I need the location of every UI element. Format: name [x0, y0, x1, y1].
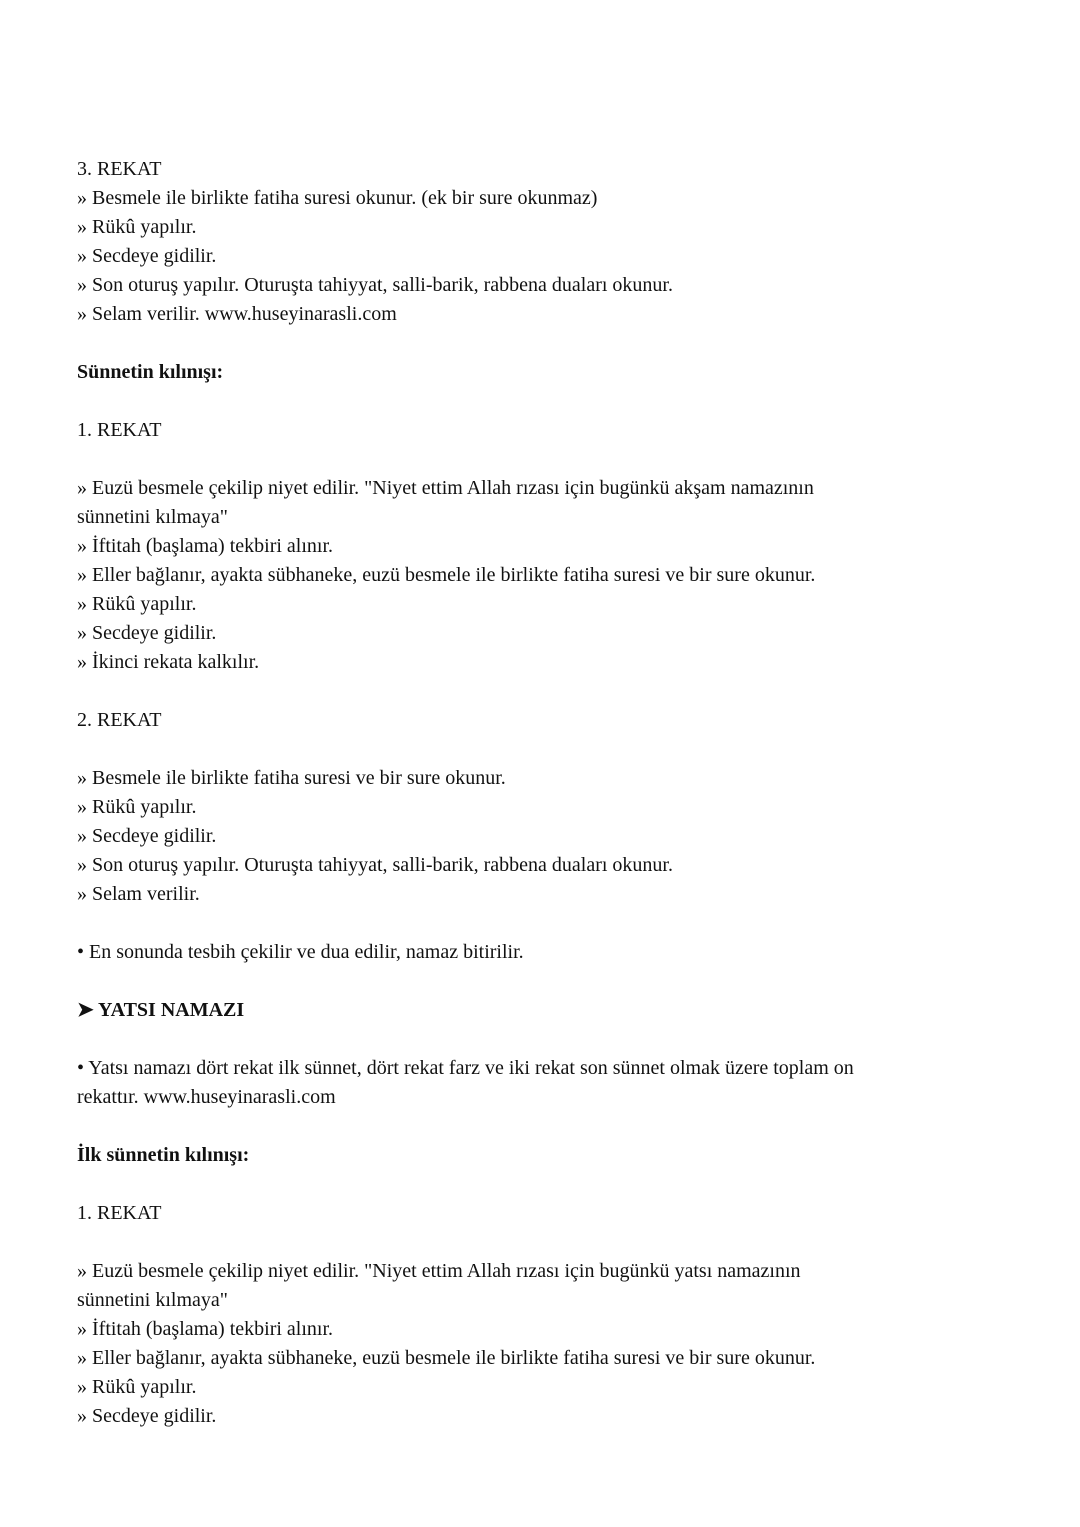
- paragraph-gap: [77, 909, 1037, 938]
- bullet-note: • Yatsı namazı dört rekat ilk sünnet, dört rekat farz ve iki rekat son sünnet olmak üzere toplam on: [77, 1057, 854, 1079]
- step-item: » Secdeye gidilir.: [77, 1405, 217, 1427]
- section-heading: ➤ YATSI NAMAZI: [77, 999, 245, 1021]
- rekat-heading: 1. REKAT: [77, 419, 162, 441]
- step-item: » Selam verilir. www.huseyinarasli.com: [77, 303, 397, 325]
- paragraph-gap: [77, 329, 1037, 358]
- step-item: » Euzü besmele çekilip niyet edilir. "Niyet ettim Allah rızası için bugünkü akşam namazının: [77, 477, 814, 499]
- step-item: » Rükû yapılır.: [77, 216, 197, 238]
- step-item: » Rükû yapılır.: [77, 796, 197, 818]
- text-line: sünnetini kılmaya": [77, 506, 228, 528]
- step-item: » İftitah (başlama) tekbiri alınır.: [77, 1318, 334, 1340]
- paragraph-gap: [77, 677, 1037, 706]
- text-line: sünnetini kılmaya": [77, 1289, 228, 1311]
- step-item: » Son oturuş yapılır. Oturuşta tahiyyat, salli-barik, rabbena duaları okunur.: [77, 274, 673, 296]
- paragraph-gap: [77, 735, 1037, 764]
- step-item: » Euzü besmele çekilip niyet edilir. "Niyet ettim Allah rızası için bugünkü yatsı namazının: [77, 1260, 801, 1282]
- rekat-heading: 2. REKAT: [77, 709, 162, 731]
- paragraph-gap: [77, 1025, 1037, 1054]
- paragraph-gap: [77, 1228, 1037, 1257]
- step-item: » Besmele ile birlikte fatiha suresi ve bir sure okunur.: [77, 767, 506, 789]
- step-item: » Selam verilir.: [77, 883, 200, 905]
- step-item: » Secdeye gidilir.: [77, 622, 217, 644]
- section-heading: Sünnetin kılınışı:: [77, 361, 224, 383]
- step-item: » Eller bağlanır, ayakta sübhaneke, euzü besmele ile birlikte fatiha suresi ve bir sure okunur.: [77, 1347, 816, 1369]
- step-item: » Rükû yapılır.: [77, 593, 197, 615]
- bullet-note: • En sonunda tesbih çekilir ve dua edilir, namaz bitirilir.: [77, 941, 524, 963]
- paragraph-gap: [77, 967, 1037, 996]
- step-item: » Secdeye gidilir.: [77, 245, 217, 267]
- step-item: » Eller bağlanır, ayakta sübhaneke, euzü besmele ile birlikte fatiha suresi ve bir sure okunur.: [77, 564, 816, 586]
- paragraph-gap: [77, 1170, 1037, 1199]
- rekat-heading: 1. REKAT: [77, 1202, 162, 1224]
- step-item: » Secdeye gidilir.: [77, 825, 217, 847]
- paragraph-gap: [77, 1112, 1037, 1141]
- step-item: » Besmele ile birlikte fatiha suresi okunur. (ek bir sure okunmaz): [77, 187, 598, 209]
- paragraph-gap: [77, 445, 1037, 474]
- document-page: [77, 155, 1037, 1431]
- step-item: » Son oturuş yapılır. Oturuşta tahiyyat, salli-barik, rabbena duaları okunur.: [77, 854, 673, 876]
- step-item: » Rükû yapılır.: [77, 1376, 197, 1398]
- rekat-heading: 3. REKAT: [77, 158, 162, 180]
- section-heading: İlk sünnetin kılınışı:: [77, 1144, 250, 1166]
- paragraph-gap: [77, 387, 1037, 416]
- step-item: » İkinci rekata kalkılır.: [77, 651, 260, 673]
- step-item: » İftitah (başlama) tekbiri alınır.: [77, 535, 334, 557]
- text-line: rekattır. www.huseyinarasli.com: [77, 1086, 336, 1108]
